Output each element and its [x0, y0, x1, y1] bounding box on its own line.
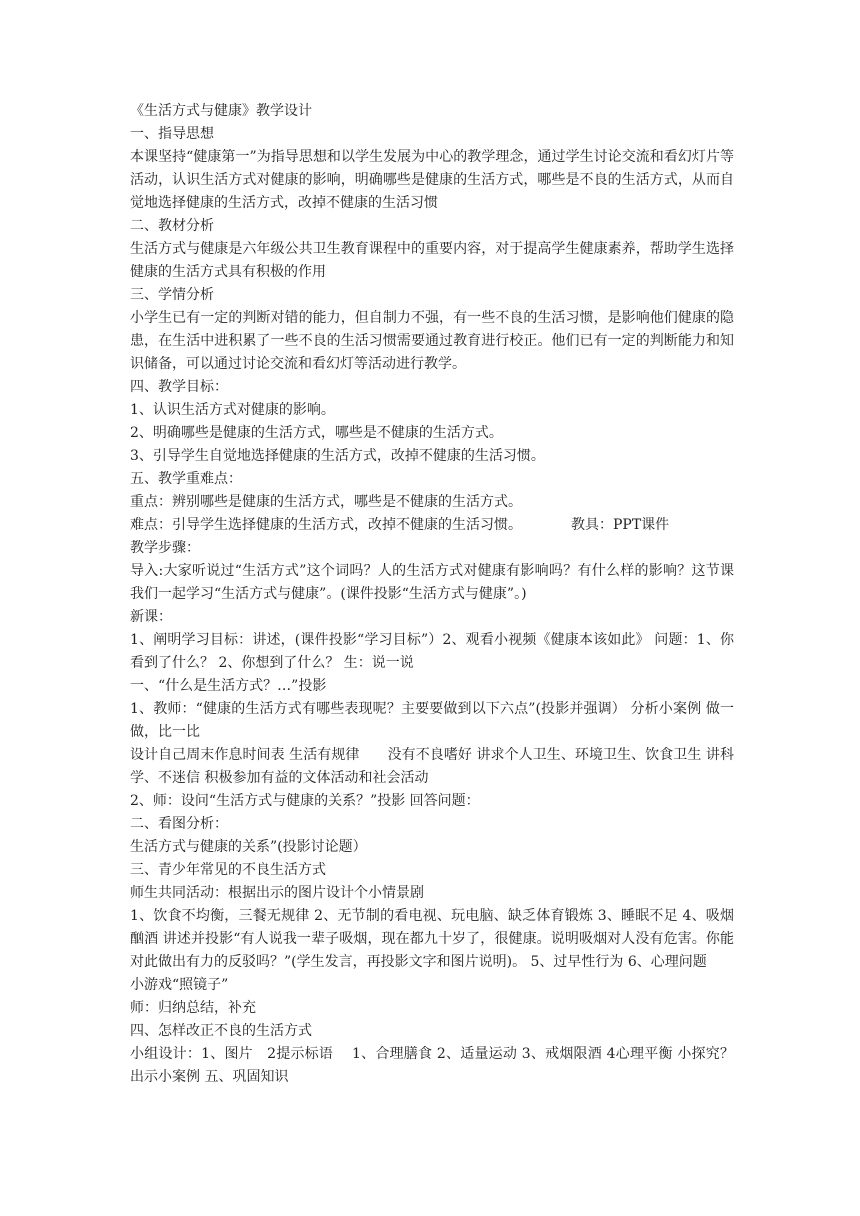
- text-line: 重点：辨别哪些是健康的生活方式，哪些是不健康的生活方式。: [130, 494, 522, 510]
- section-heading: 一、指导思想: [130, 126, 214, 142]
- section-heading: 三、学情分析: [130, 287, 214, 303]
- section-heading: 二、教材分析: [130, 218, 214, 234]
- paragraph: 1、教师：“健康的生活方式有哪些表现呢？主要要做到以下六点”(投影并强调） 分析小案例 做一做，比一比: [130, 701, 734, 740]
- text-line: 生活方式与健康的关系”(投影讨论题）: [130, 839, 367, 855]
- text-line: 3、引导学生自觉地选择健康的生活方式，改掉不健康的生活习惯。: [130, 448, 545, 464]
- paragraph: 小组设计：1、图片 2提示标语 1、合理膳食 2、适量运动 3、戒烟限酒 4心理平衡 小探究？出示小案例 五、巩固知识: [130, 1046, 734, 1085]
- section-heading: 新课：: [130, 609, 172, 625]
- section-heading: 教学步骤：: [130, 540, 200, 556]
- section-heading: 五、教学重难点：: [130, 471, 242, 487]
- text-line: 小游戏“照镜子”: [130, 977, 229, 993]
- text-line: 2、师：设问“生活方式与健康的关系？”投影 回答问题：: [130, 793, 480, 809]
- paragraph: 导入:大家听说过“生活方式”这个词吗？人的生活方式对健康有影响吗？有什么样的影响？这节课我们一起学习“生活方式与健康”。(课件投影“生活方式与健康”。): [130, 563, 734, 602]
- paragraph: 生活方式与健康是六年级公共卫生教育课程中的重要内容，对于提高学生健康素养，帮助学生选择健康的生活方式具有积极的作用: [130, 241, 734, 280]
- text-line: 1、认识生活方式对健康的影响。: [130, 402, 335, 418]
- section-heading: 四、教学目标：: [130, 379, 228, 395]
- paragraph: 1、饮食不均衡，三餐无规律 2、无节制的看电视、玩电脑、缺乏体育锻炼 3、睡眠不足 4、吸烟酗酒 讲述并投影“有人说我一辈子吸烟，现在都九十岁了，很健康。说明吸烟对人没有危害。你能对此做出有力的反驳吗？”(学生发言，再投影文字和图片说明)。 5、过早性行为 6、心理问题: [130, 908, 734, 970]
- text-line: 师：归纳总结，补充: [130, 1000, 256, 1016]
- text-line: 2、明确哪些是健康的生活方式，哪些是不健康的生活方式。: [130, 425, 503, 441]
- text-line: 难点：引导学生选择健康的生活方式，改掉不健康的生活习惯。 教具：PPT课件: [130, 517, 670, 533]
- document-title: 《生活方式与健康》教学设计: [130, 103, 312, 119]
- document-page: [130, 100, 734, 1089]
- section-heading: 四、怎样改正不良的生活方式: [130, 1023, 312, 1039]
- section-heading: 一、“什么是生活方式？…”投影: [130, 678, 327, 694]
- section-heading: 三、青少年常见的不良生活方式: [130, 862, 326, 878]
- text-line: 师生共同活动：根据出示的图片设计个小情景剧: [130, 885, 424, 901]
- paragraph: 1、阐明学习目标：讲述，(课件投影“学习目标”）2、观看小视频《健康本该如此》 问题：1、你看到了什么？ 2、你想到了什么？ 生：说一说: [130, 632, 734, 671]
- document-body: [130, 123, 734, 1089]
- paragraph: 小学生已有一定的判断对错的能力，但自制力不强，有一些不良的生活习惯，是影响他们健康的隐患，在生活中进积累了一些不良的生活习惯需要通过教育进行校正。他们已有一定的判断能力和知识储备，可以通过讨论交流和看幻灯等活动进行教学。: [130, 310, 734, 372]
- paragraph: 设计自己周末作息时间表 生活有规律 没有不良嗜好 讲求个人卫生、环境卫生、饮食卫生 讲科学、不迷信 积极参加有益的文体活动和社会活动: [130, 747, 734, 786]
- section-heading: 二、看图分析：: [130, 816, 228, 832]
- paragraph: 本课坚持“健康第一”为指导思想和以学生发展为中心的教学理念，通过学生讨论交流和看幻灯片等活动，认识生活方式对健康的影响，明确哪些是健康的生活方式，哪些是不良的生活方式，从而自觉地选择健康的生活方式，改掉不健康的生活习惯: [130, 149, 734, 211]
